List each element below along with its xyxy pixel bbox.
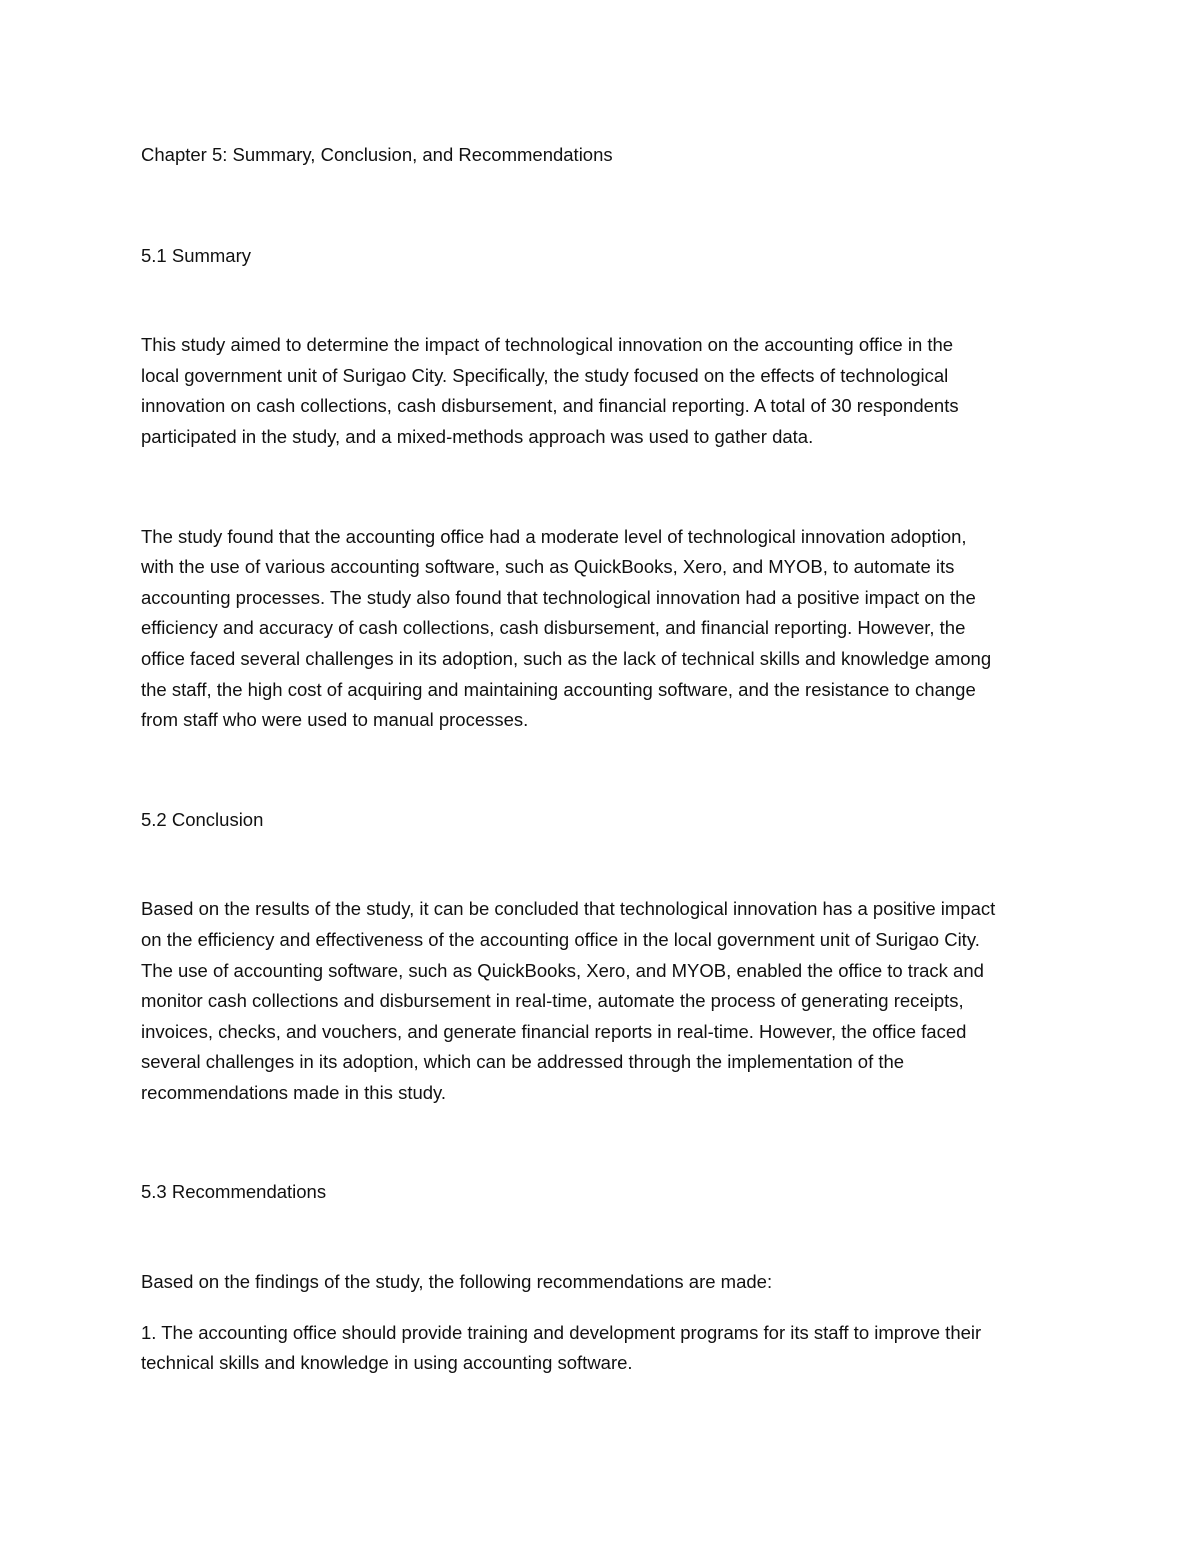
text-line: innovation on cash collections, cash disbursement, and financial reporting. A total of 30 respondents <box>141 395 959 417</box>
text-line: participated in the study, and a mixed-methods approach was used to gather data. <box>141 425 814 447</box>
text-line: technical skills and knowledge in using accounting software. <box>141 1352 633 1374</box>
text-line: This study aimed to determine the impact of technological innovation on the accounting office in the <box>141 334 954 356</box>
section-heading-recommendations: 5.3 Recommendations <box>141 1181 327 1203</box>
recommendation-item-1 <box>141 1318 1071 1379</box>
text-line: invoices, checks, and vouchers, and generate financial reports in real-time. However, the office faced <box>141 1020 967 1042</box>
summary-paragraph-2 <box>141 522 1071 736</box>
conclusion-paragraph <box>141 894 1071 1108</box>
text-line: local government unit of Surigao City. Specifically, the study focused on the effects of technological <box>141 364 949 386</box>
section-heading-conclusion: 5.2 Conclusion <box>141 808 264 830</box>
text-line: The study found that the accounting office had a moderate level of technological innovation adoption, <box>141 525 967 547</box>
text-line: several challenges in its adoption, which can be addressed through the implementation of the <box>141 1051 905 1073</box>
text-line: The use of accounting software, such as QuickBooks, Xero, and MYOB, enabled the office to track and <box>141 959 984 981</box>
text-line: with the use of various accounting software, such as QuickBooks, Xero, and MYOB, to automate its <box>141 556 955 578</box>
text-line: from staff who were used to manual processes. <box>141 709 529 731</box>
text-line: 1. The accounting office should provide training and development programs for its staff to improve their <box>141 1321 982 1343</box>
summary-paragraph-1 <box>141 330 1071 452</box>
document-body <box>141 140 1071 1379</box>
text-line: on the efficiency and effectiveness of the accounting office in the local government unit of Surigao City. <box>141 928 980 950</box>
section-heading-summary: 5.1 Summary <box>141 244 252 266</box>
text-line: recommendations made in this study. <box>141 1081 447 1103</box>
text-line: accounting processes. The study also found that technological innovation had a positive impact on the <box>141 586 976 608</box>
text-line: office faced several challenges in its adoption, such as the lack of technical skills and knowledge among <box>141 647 992 669</box>
chapter-title: Chapter 5: Summary, Conclusion, and Recommendations <box>141 144 613 165</box>
text-line: Based on the results of the study, it can be concluded that technological innovation has a positive impact <box>141 898 996 920</box>
text-line: the staff, the high cost of acquiring and maintaining accounting software, and the resistance to change <box>141 678 976 700</box>
text-line: efficiency and accuracy of cash collections, cash disbursement, and financial reporting. However, the <box>141 617 966 639</box>
text-line: monitor cash collections and disbursement in real-time, automate the process of generating receipts, <box>141 990 964 1012</box>
recommendations-intro: Based on the findings of the study, the following recommendations are made: <box>141 1271 773 1293</box>
